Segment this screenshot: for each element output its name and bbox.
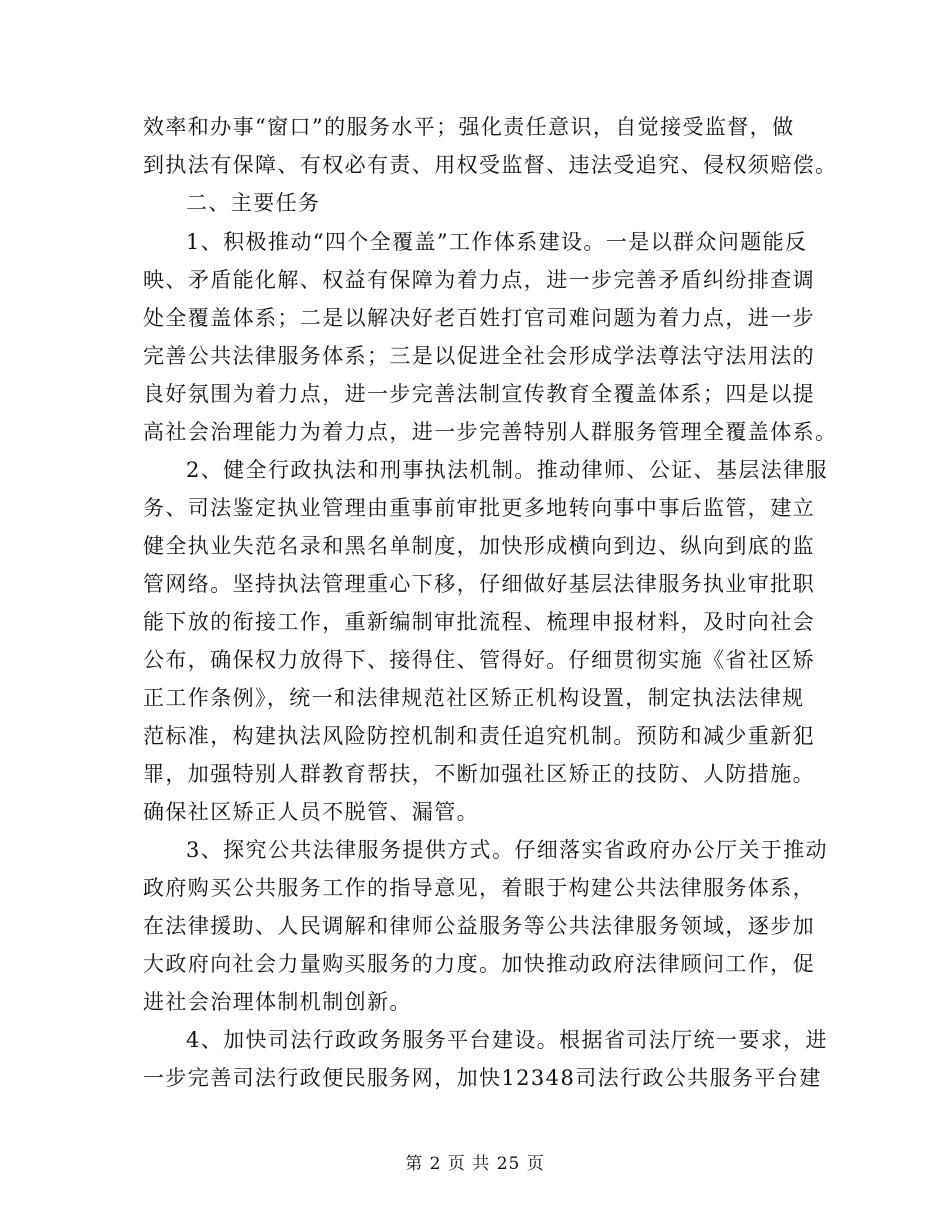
text-line: 大政府向社会力量购买服务的力度。加快推动政府法律顾问工作，促 — [143, 952, 815, 976]
text-line: 正工作条例》，统一和法律规范社区矫正机构设置，制定执法法律规 — [143, 686, 805, 710]
section-heading: 二、主要任务 — [186, 191, 321, 215]
text-line: 一步完善司法行政便民服务网，加快12348司法行政公共服务平台建 — [143, 1066, 822, 1090]
text-line: 进社会治理体制机制创新。 — [143, 990, 412, 1014]
text-line: 到执法有保障、有权必有责、用权受监督、违法受追究、侵权须赔偿。 — [143, 153, 838, 177]
text-line: 务、司法鉴定执业管理由重事前审批更多地转向事中事后监管，建立 — [143, 496, 815, 520]
text-line: 2、健全行政执法和刑事执法机制。推动律师、公证、基层法律服 — [186, 458, 828, 482]
text-line: 罪，加强特别人群教育帮扶，不断加强社区矫正的技防、人防措施。 — [143, 762, 815, 786]
text-line: 1、积极推动“四个全覆盖”工作体系建设。一是以群众问题能反 — [186, 230, 808, 254]
text-line: 公布，确保权力放得下、接得住、管得好。仔细贯彻实施《省社区矫 — [143, 648, 815, 672]
text-line: 政府购买公共服务工作的指导意见，着眼于构建公共法律服务体系， — [143, 876, 815, 900]
text-line: 完善公共法律服务体系；三是以促进全社会形成学法尊法守法用法的 — [143, 344, 815, 368]
text-line: 处全覆盖体系；二是以解决好老百姓打官司难问题为着力点，进一步 — [143, 306, 815, 330]
text-line: 能下放的衔接工作，重新编制审批流程、梳理申报材料，及时向社会 — [143, 610, 815, 634]
text-line: 映、矛盾能化解、权益有保障为着力点，进一步完善矛盾纠纷排查调 — [143, 268, 815, 292]
text-line: 管网络。坚持执法管理重心下移，仔细做好基层法律服务执业审批职 — [143, 572, 815, 596]
text-line: 健全执业失范名录和黑名单制度，加快形成横向到边、纵向到底的监 — [143, 534, 815, 558]
text-line: 3、探究公共法律服务提供方式。仔细落实省政府办公厅关于推动 — [186, 838, 828, 862]
text-line: 范标准，构建执法风险防控机制和责任追究机制。预防和减少重新犯 — [143, 724, 815, 748]
text-line: 确保社区矫正人员不脱管、漏管。 — [143, 800, 479, 824]
text-line: 4、加快司法行政政务服务平台建设。根据省司法厅统一要求，进 — [186, 1028, 828, 1052]
text-line: 高社会治理能力为着力点，进一步完善特别人群服务管理全覆盖体系。 — [143, 420, 838, 444]
page-number-footer: 第 2 页 共 25 页 — [405, 1154, 545, 1174]
text-line: 效率和办事“窗口”的服务水平；强化责任意识，自觉接受监督，做 — [143, 115, 795, 139]
text-line: 在法律援助、人民调解和律师公益服务等公共法律服务领域，逐步加 — [143, 914, 815, 938]
text-line: 良好氛围为着力点，进一步完善法制宣传教育全覆盖体系；四是以提 — [143, 382, 815, 406]
